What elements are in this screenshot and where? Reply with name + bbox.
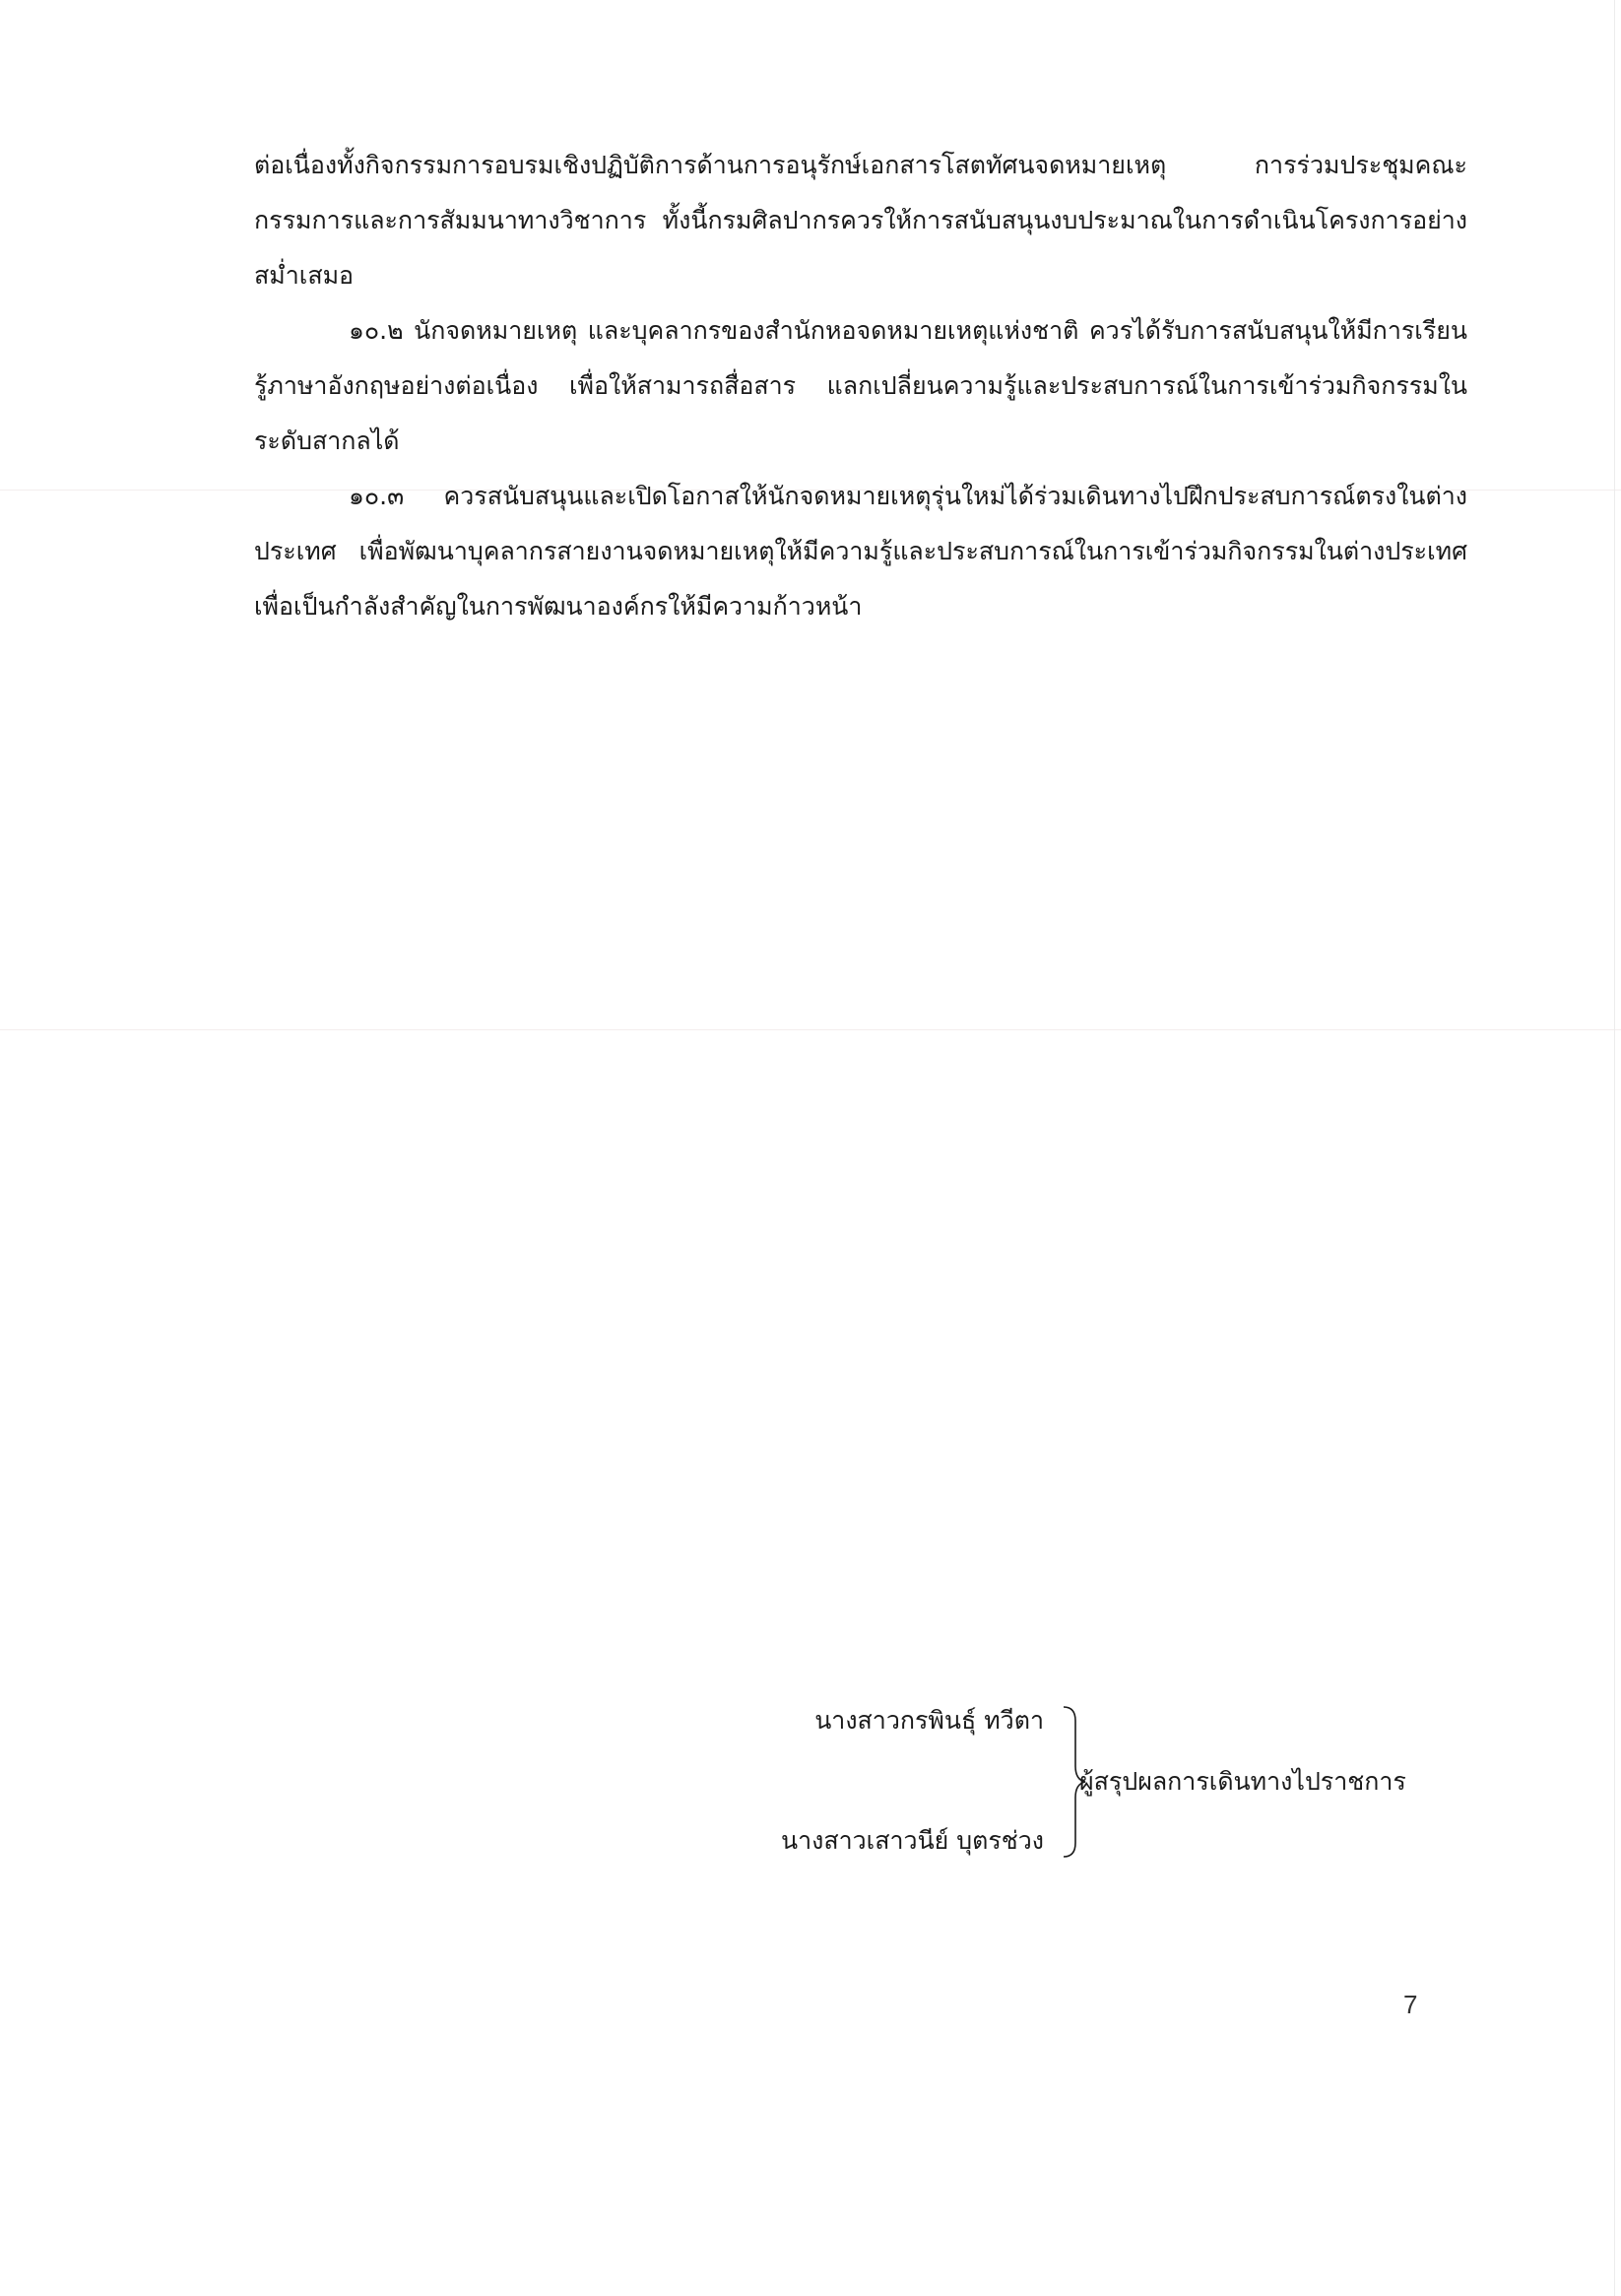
page-number: 7: [1403, 1990, 1418, 2019]
signature-block: [689, 1701, 1477, 1869]
signer-role: ผู้สรุปผลการเดินทางไปราชการ: [1079, 1767, 1406, 1796]
paragraph-10-3: ๑๐.๓ ควรสนับสนุนและเปิดโอกาสให้นักจดหมายเหตุรุ่นใหม่ได้ร่วมเดินทางไปฝึกประสบการณ์ตรงในต่างประเทศ เพื่อพัฒนาบุคลากรสายงานจดหมายเหตุให้มีความรู้และประสบการณ์ในการเข้าร่วมกิจกรรมในต่างประเทศ เพื่อเป็นกำลังสำคัญในการพัฒนาองค์กรให้มีความก้าวหน้า: [254, 482, 1467, 621]
scan-artifact-line: [0, 1029, 1621, 1030]
paragraph-10-2: ๑๐.๒ นักจดหมายเหตุ และบุคลากรของสำนักหอจดหมายเหตุแห่งชาติ ควรได้รับการสนับสนุนให้มีการเรียนรู้ภาษาอังกฤษอย่างต่อเนื่อง เพื่อให้สามารถสื่อสาร แลกเปลี่ยนความรู้และประสบการณ์ในการเข้าร่วมกิจกรรมในระดับสากลได้: [254, 316, 1467, 455]
paragraph-continuation: ต่อเนื่องทั้งกิจกรรมการอบรมเชิงปฏิบัติการด้านการอนุรักษ์เอกสารโสตทัศนจดหมายเหตุ การร่วมประชุมคณะกรรมการและการสัมมนาทางวิชาการ ทั้งนี้กรมศิลปากรควรให้การสนับสนุนงบประมาณในการดำเนินโครงการอย่างสม่ำเสมอ: [254, 151, 1467, 290]
signer-name-2: นางสาวเสาวนีย์ บุตรช่วง: [781, 1826, 1044, 1855]
scan-edge: [1614, 0, 1615, 2296]
signer-names: [781, 1701, 1044, 1861]
signer-name-1: นางสาวกรพินธุ์ ทวีตา: [814, 1706, 1044, 1735]
body-text: [254, 138, 1467, 634]
